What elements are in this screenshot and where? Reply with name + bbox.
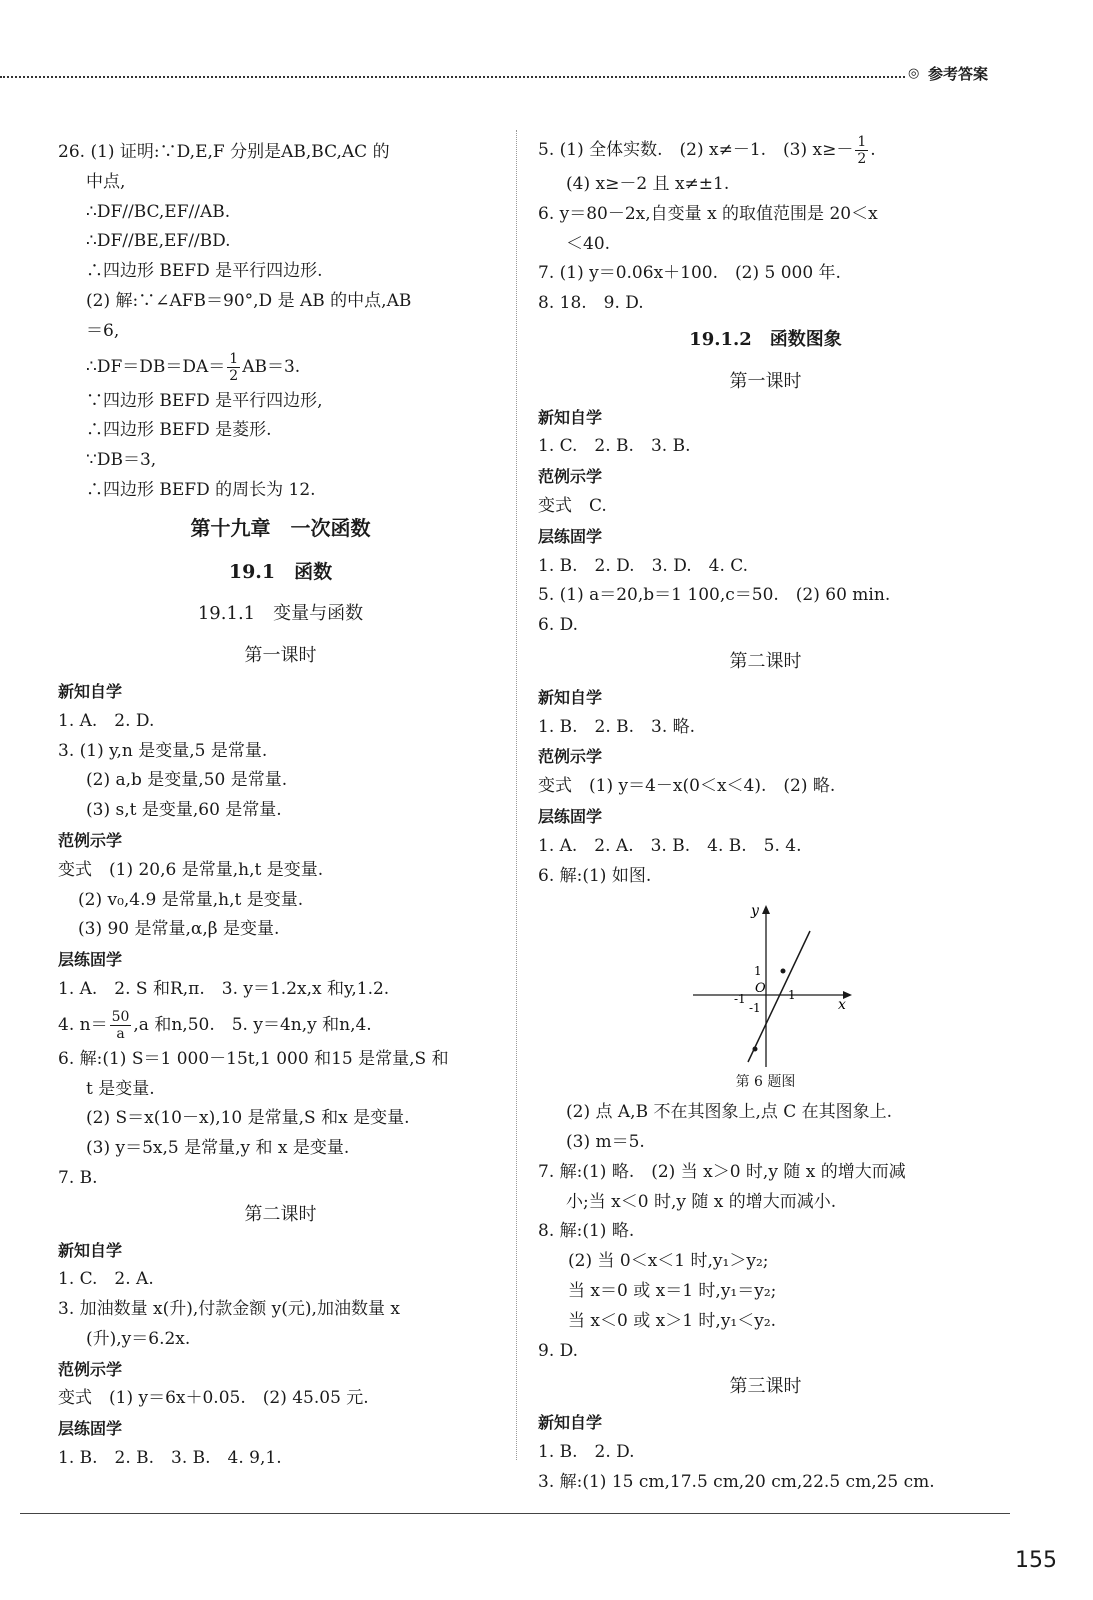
footer-rule: [20, 1513, 1010, 1514]
answer-line: 3. 解:(1) 15 cm,17.5 cm,20 cm,22.5 cm,25 cm.: [538, 1471, 935, 1492]
header-title: 参考答案: [928, 65, 989, 83]
q26-line: 中点,: [86, 171, 126, 192]
answer-line: 8. 解:(1) 略.: [538, 1221, 635, 1242]
answer-line: 1. C. 2. A.: [58, 1269, 154, 1290]
answer-line: 1. B. 2. B. 3. B. 4. 9,1.: [58, 1448, 282, 1469]
answer-line: 当 x＜0 或 x＞1 时,y₁＜y₂.: [568, 1310, 777, 1331]
answer-line: 8. 18. 9. D.: [538, 293, 644, 314]
answer-line: (3) 90 是常量,α,β 是变量.: [78, 919, 280, 940]
x-axis-label: x: [838, 997, 846, 1014]
lesson-title: 第一课时: [729, 370, 802, 392]
answer-line: 1. B. 2. B. 3. 略.: [538, 716, 696, 737]
function-line: [748, 931, 810, 1062]
answer-fraction-line: [538, 130, 993, 170]
answer-line: 变式 C.: [538, 495, 607, 516]
column-divider: [516, 130, 517, 1460]
answer-line: 7. 解:(1) 略. (2) 当 x＞0 时,y 随 x 的增大而减: [538, 1161, 906, 1182]
answer-line: (4) x≥－2 且 x≠±1.: [566, 174, 730, 194]
answer-line: 6. 解:(1) S＝1 000－15t,1 000 和15 是常量,S 和: [58, 1048, 449, 1069]
y-axis-arrow-icon: [762, 905, 770, 914]
answer-line: (升),y＝6.2x.: [86, 1328, 191, 1349]
q26-line: ＝6,: [86, 320, 120, 341]
answer-line: 变式 (1) y＝4－x(0＜x＜4). (2) 略.: [538, 776, 836, 797]
lesson-title: 第二课时: [729, 650, 802, 672]
x-tick-minus1: -1: [734, 992, 746, 1007]
subsection-title: 19.1.1 变量与函数: [197, 603, 364, 625]
answer-text: ,a 和n,50. 5. y＝4n,y 和n,4.: [133, 1014, 372, 1035]
heading-fanli: 范例示学: [538, 467, 603, 487]
answer-line: 小;当 x＜0 时,y 随 x 的增大而减小.: [566, 1191, 837, 1212]
answer-line: 6. 解:(1) 如图.: [538, 865, 652, 886]
answer-line: 1. B. 2. D. 3. D. 4. C.: [538, 555, 749, 576]
fraction-numerator: 1: [229, 350, 239, 367]
q26-line: ∴DF//BE,EF//BD.: [86, 231, 231, 252]
heading-fanli: 范例示学: [58, 1359, 123, 1379]
q26-text: AB＝3.: [242, 356, 301, 377]
target-bullet-icon: ◎: [908, 66, 920, 81]
q26-line: ∴四边形 BEFD 的周长为 12.: [86, 479, 316, 500]
answer-line: (2) 当 0＜x＜1 时,y₁＞y₂;: [568, 1251, 769, 1272]
origin-label: O: [755, 981, 766, 997]
q26-line: ∴四边形 BEFD 是平行四边形.: [86, 261, 323, 282]
fraction-denominator: 2: [857, 151, 867, 167]
point-marker: [781, 969, 786, 974]
heading-cenglian: 层练固学: [58, 950, 123, 970]
answer-line: 1. A. 2. D.: [58, 710, 155, 731]
answer-line: 变式 (1) 20,6 是常量,h,t 是变量.: [58, 859, 324, 880]
graph-svg: [688, 897, 858, 1072]
x-tick-1: 1: [788, 988, 796, 1003]
q26-line: ∴四边形 BEFD 是菱形.: [86, 420, 272, 441]
heading-fanli: 范例示学: [58, 830, 123, 850]
answer-line: 6. D.: [538, 615, 579, 636]
answer-line: (3) s,t 是变量,60 是常量.: [86, 800, 282, 821]
lesson-title: 第三课时: [729, 1376, 802, 1398]
y-tick-1: 1: [754, 964, 762, 979]
answer-line: (3) y＝5x,5 是常量,y 和 x 是变量.: [86, 1138, 350, 1159]
heading-xinzhi: 新知自学: [538, 687, 603, 707]
y-tick-minus1: -1: [749, 1001, 761, 1016]
answer-line: ＜40.: [566, 233, 611, 254]
q26-text: ∴DF＝DB＝DA＝: [86, 356, 226, 377]
lesson-title: 第二课时: [244, 1203, 317, 1225]
lesson-title: 第一课时: [244, 645, 317, 667]
fraction: [110, 1009, 132, 1042]
q26-fraction-line: [58, 347, 503, 387]
header-dotted-rule: [0, 76, 905, 78]
answer-line: 3. 加油数量 x(升),付款金额 y(元),加油数量 x: [58, 1299, 400, 1320]
chapter-title: 第十九章 一次函数: [190, 515, 371, 540]
answer-line: 7. B.: [58, 1167, 98, 1188]
answer-line: 1. A. 2. S 和R,π. 3. y＝1.2x,x 和y,1.2.: [58, 978, 390, 999]
fraction: [227, 351, 240, 384]
page-number: 155: [1015, 1548, 1057, 1573]
answer-line: 1. C. 2. B. 3. B.: [538, 436, 691, 457]
page-header: [0, 62, 1093, 92]
heading-fanli: 范例示学: [538, 747, 603, 767]
answer-line: 3. (1) y,n 是变量,5 是常量.: [58, 740, 268, 761]
section-title: 19.1 函数: [228, 560, 333, 583]
q26-line: ∵DB＝3,: [86, 450, 157, 471]
heading-cenglian: 层练固学: [58, 1419, 123, 1439]
answer-line: 7. (1) y＝0.06x＋100. (2) 5 000 年.: [538, 263, 841, 284]
answer-line: (2) a,b 是变量,50 是常量.: [86, 770, 288, 791]
figure-caption: 第 6 题图: [735, 1074, 796, 1091]
answer-line: 9. D.: [538, 1340, 579, 1361]
heading-cenglian: 层练固学: [538, 526, 603, 546]
fraction-denominator: 2: [229, 367, 239, 384]
figure-q6: [538, 891, 993, 1098]
answer-line: 1. A. 2. A. 3. B. 4. B. 5. 4.: [538, 835, 802, 856]
answer-fraction-line: [58, 1005, 503, 1045]
answer-line: t 是变量.: [86, 1078, 155, 1099]
answer-text: .: [870, 140, 876, 160]
q26-line: (2) 解:∵∠AFB＝90°,D 是 AB 的中点,AB: [86, 290, 412, 311]
heading-xinzhi: 新知自学: [538, 1413, 603, 1433]
answer-text: 4. n＝: [58, 1014, 108, 1035]
answer-line: (2) S＝x(10－x),10 是常量,S 和x 是变量.: [86, 1108, 410, 1129]
fraction-numerator: 1: [857, 134, 867, 150]
left-column: [58, 138, 503, 1474]
answer-line: 当 x＝0 或 x＝1 时,y₁＝y₂;: [568, 1280, 777, 1301]
subsection-title: 19.1.2 函数图象: [689, 328, 842, 350]
fraction: [855, 134, 868, 167]
answer-line: (2) v₀,4.9 是常量,h,t 是变量.: [78, 889, 304, 910]
point-marker: [753, 1047, 758, 1052]
answer-line: 变式 (1) y＝6x＋0.05. (2) 45.05 元.: [58, 1388, 369, 1409]
fraction-denominator: a: [116, 1025, 125, 1042]
answer-text: 5. (1) 全体实数. (2) x≠－1. (3) x≥－: [538, 140, 854, 160]
q26-line: 26. (1) 证明:∵D,E,F 分别是AB,BC,AC 的: [58, 142, 390, 162]
heading-xinzhi: 新知自学: [538, 407, 603, 427]
y-axis-label: y: [751, 903, 759, 920]
right-column: [538, 134, 993, 1497]
heading-xinzhi: 新知自学: [58, 681, 123, 701]
q26-line: ∵四边形 BEFD 是平行四边形,: [86, 390, 323, 411]
answer-line: 5. (1) a＝20,b＝1 100,c＝50. (2) 60 min.: [538, 585, 891, 606]
answer-line: (2) 点 A,B 不在其图象上,点 C 在其图象上.: [566, 1102, 893, 1123]
heading-xinzhi: 新知自学: [58, 1240, 123, 1260]
heading-cenglian: 层练固学: [538, 806, 603, 826]
answer-line: 6. y＝80－2x,自变量 x 的取值范围是 20＜x: [538, 203, 878, 224]
answer-line: (3) m＝5.: [566, 1131, 645, 1152]
answer-line: 1. B. 2. D.: [538, 1441, 635, 1462]
q26-line: ∴DF//BC,EF//AB.: [86, 201, 231, 222]
fraction-numerator: 50: [111, 1008, 130, 1025]
